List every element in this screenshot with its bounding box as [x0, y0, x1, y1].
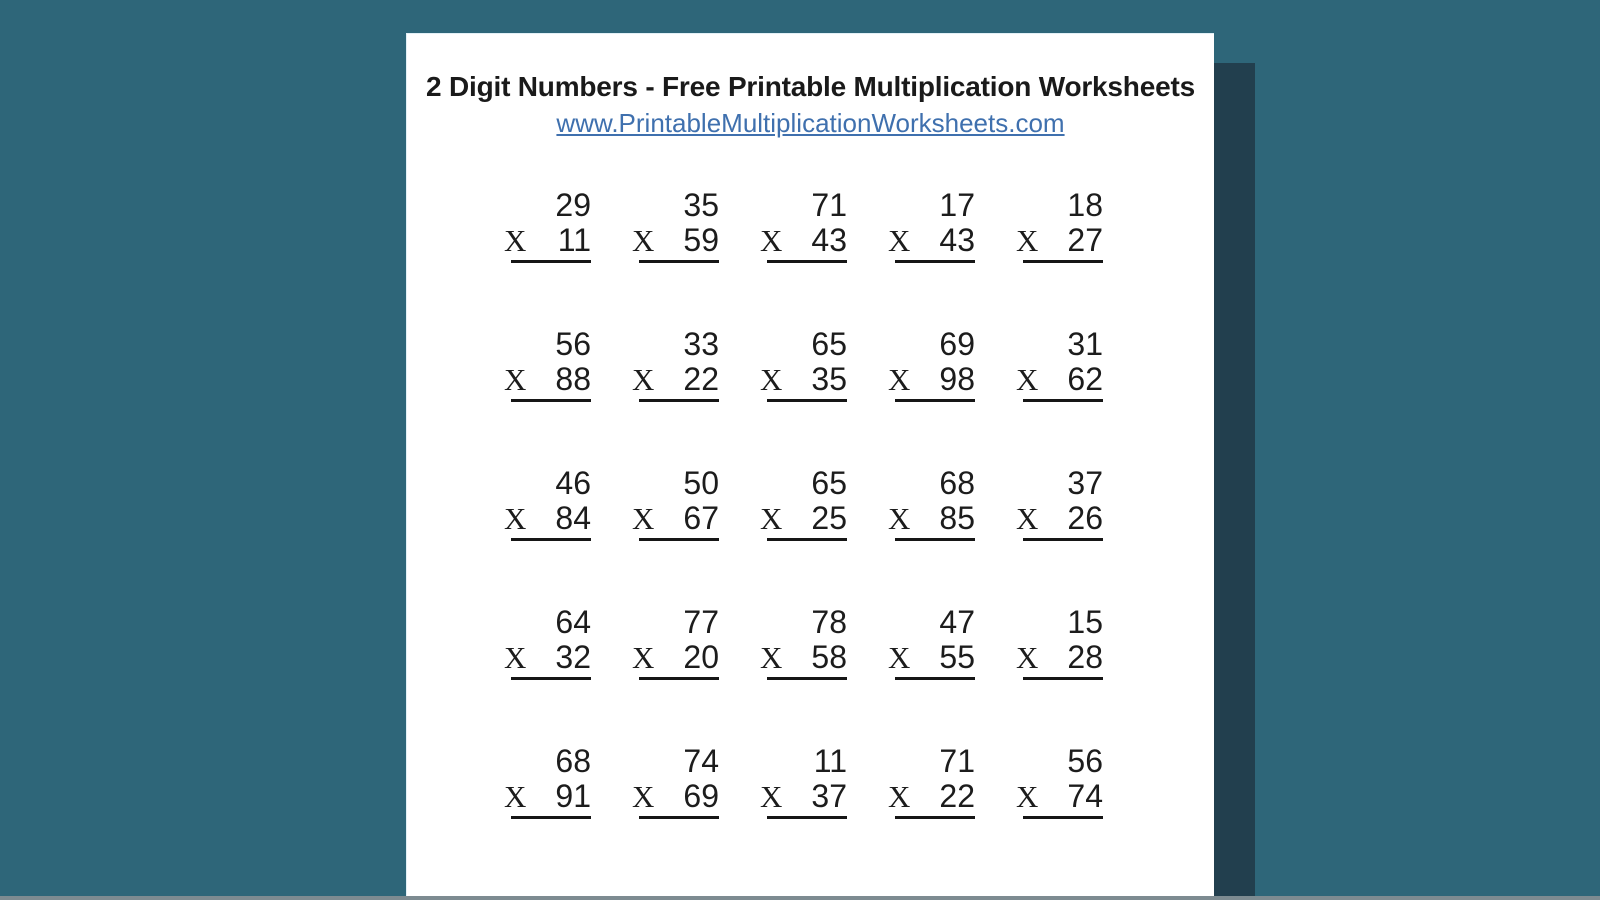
worksheet-page — [406, 33, 1214, 897]
multiplication-problem — [504, 743, 591, 819]
multiplier: 22 — [683, 361, 719, 397]
multiplication-problem — [760, 187, 847, 263]
multiplicand: 15 — [1067, 604, 1103, 640]
multiplication-problem — [1016, 187, 1103, 263]
multiplicand: 37 — [1067, 465, 1103, 501]
multiply-sign: X — [632, 779, 655, 814]
multiplier: 84 — [555, 500, 591, 536]
multiply-sign: X — [760, 501, 783, 536]
multiplier: 43 — [811, 222, 847, 258]
multiply-sign: X — [1016, 501, 1039, 536]
multiplication-problem — [1016, 326, 1103, 402]
multiply-sign: X — [888, 640, 911, 675]
multiplication-problem — [632, 326, 719, 402]
multiply-sign: X — [632, 501, 655, 536]
multiplicand: 35 — [683, 187, 719, 223]
multiply-sign: X — [632, 640, 655, 675]
multiplicand: 33 — [683, 326, 719, 362]
multiply-sign: X — [504, 640, 527, 675]
multiplier: 67 — [683, 500, 719, 536]
multiply-sign: X — [632, 362, 655, 397]
multiplication-problem — [888, 743, 975, 819]
multiplier: 55 — [939, 639, 975, 675]
multiplicand: 65 — [811, 326, 847, 362]
multiplicand: 47 — [939, 604, 975, 640]
multiplicand: 56 — [1067, 743, 1103, 779]
multiply-sign: X — [504, 223, 527, 258]
multiplication-problem — [888, 604, 975, 680]
problems-grid — [504, 187, 1103, 819]
multiplicand: 11 — [813, 743, 847, 779]
multiplication-problem — [1016, 743, 1103, 819]
multiplicand: 29 — [555, 187, 591, 223]
multiplication-problem — [888, 465, 975, 541]
multiplier: 85 — [939, 500, 975, 536]
multiplication-problem — [760, 465, 847, 541]
multiply-sign: X — [760, 223, 783, 258]
multiplication-problem — [1016, 604, 1103, 680]
multiplier: 43 — [939, 222, 975, 258]
multiplier: 74 — [1067, 778, 1103, 814]
multiplication-problem — [760, 604, 847, 680]
multiplicand: 77 — [683, 604, 719, 640]
multiply-sign: X — [1016, 779, 1039, 814]
multiplication-problem — [760, 743, 847, 819]
multiplier: 35 — [811, 361, 847, 397]
multiplicand: 74 — [683, 743, 719, 779]
multiply-sign: X — [888, 501, 911, 536]
multiplication-problem — [888, 326, 975, 402]
multiplier: 58 — [811, 639, 847, 675]
multiplicand: 31 — [1067, 326, 1103, 362]
multiply-sign: X — [888, 362, 911, 397]
multiplication-problem — [504, 187, 591, 263]
multiply-sign: X — [504, 362, 527, 397]
website-link[interactable]: www.PrintableMultiplicationWorksheets.com — [556, 108, 1065, 138]
multiplicand: 68 — [555, 743, 591, 779]
multiply-sign: X — [760, 779, 783, 814]
multiplicand: 56 — [555, 326, 591, 362]
multiply-sign: X — [888, 779, 911, 814]
multiplicand: 65 — [811, 465, 847, 501]
multiplier: 62 — [1067, 361, 1103, 397]
multiply-sign: X — [1016, 223, 1039, 258]
multiply-sign: X — [760, 362, 783, 397]
multiply-sign: X — [632, 223, 655, 258]
multiplier: 37 — [811, 778, 847, 814]
multiplication-problem — [760, 326, 847, 402]
multiplicand: 71 — [939, 743, 975, 779]
multiply-sign: X — [504, 779, 527, 814]
multiplication-problem — [632, 465, 719, 541]
multiplier: 11 — [557, 222, 591, 258]
multiplication-problem — [504, 465, 591, 541]
multiplier: 28 — [1067, 639, 1103, 675]
multiplier: 20 — [683, 639, 719, 675]
bottom-edge-bar — [0, 896, 1600, 900]
multiplication-problem — [504, 604, 591, 680]
multiplicand: 64 — [555, 604, 591, 640]
multiplier: 88 — [555, 361, 591, 397]
multiplier: 25 — [811, 500, 847, 536]
multiply-sign: X — [504, 501, 527, 536]
multiplicand: 68 — [939, 465, 975, 501]
multiplication-problem — [1016, 465, 1103, 541]
multiplier: 91 — [555, 778, 591, 814]
multiply-sign: X — [888, 223, 911, 258]
multiplication-problem — [632, 604, 719, 680]
multiplication-problem — [632, 743, 719, 819]
multiplication-problem — [888, 187, 975, 263]
multiplier: 22 — [939, 778, 975, 814]
multiplicand: 71 — [811, 187, 847, 223]
multiplier: 69 — [683, 778, 719, 814]
multiplier: 59 — [683, 222, 719, 258]
multiplicand: 46 — [555, 465, 591, 501]
link-row — [407, 108, 1214, 139]
page-drop-shadow — [1214, 63, 1255, 897]
multiplicand: 50 — [683, 465, 719, 501]
multiply-sign: X — [760, 640, 783, 675]
multiplier: 98 — [939, 361, 975, 397]
multiplicand: 18 — [1067, 187, 1103, 223]
multiply-sign: X — [1016, 362, 1039, 397]
multiplication-problem — [504, 326, 591, 402]
multiplicand: 17 — [939, 187, 975, 223]
multiplicand: 78 — [811, 604, 847, 640]
multiplier: 27 — [1067, 222, 1103, 258]
multiplication-problem — [632, 187, 719, 263]
page-title: 2 Digit Numbers - Free Printable Multiplication Worksheets — [426, 71, 1195, 102]
multiplier: 32 — [555, 639, 591, 675]
multiplicand: 69 — [939, 326, 975, 362]
multiply-sign: X — [1016, 640, 1039, 675]
multiplier: 26 — [1067, 500, 1103, 536]
